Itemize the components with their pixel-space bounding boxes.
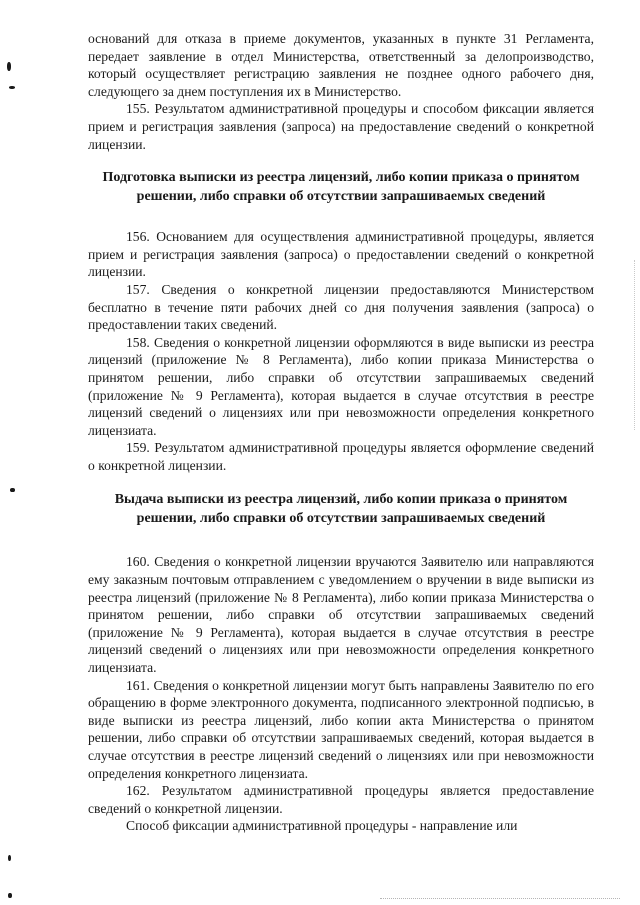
scan-speck — [8, 893, 12, 898]
paragraph-160: 160. Сведения о конкретной лицензии вручаются Заявителю или направляются ему заказным почтовым отправлением с уведомлением о вручении в виде выписки из реестра лицензий (приложение № 8 Регламента), либо копии приказа Министерства о принятом решении, либо справки об отсутствии запрашиваемых сведений (приложение № 9 Регламента), которая выдается в случае отсутствия в реестре лицензий сведений о лицензиях или при невозможности определения конкретного лицензиата. — [88, 554, 594, 676]
document-page — [88, 30, 594, 835]
paragraph-157: 157. Сведения о конкретной лицензии предоставляются Министерством бесплатно в течение пяти рабочих дней со дня получения заявления (запроса) о предоставлении таких сведений. — [88, 281, 594, 333]
scan-speck — [9, 86, 15, 89]
section-heading-preparation: Подготовка выписки из реестра лицензий, либо копии приказа о принятом решении, либо справки об отсутствии запрашиваемых сведений — [102, 170, 580, 204]
scan-margin-line — [634, 260, 636, 430]
continued-paragraph: оснований для отказа в приеме документов, указанных в пункте 31 Регламента, передает заявление в отдел Министерства, ответственный за делопроизводство, который осуществляет регистрацию заявления не позднее одного рабочего дня, следующего за днем поступления их в Министерство. — [88, 31, 594, 99]
paragraph-fixation-method: Способ фиксации административной процедуры - направление или — [126, 818, 518, 834]
scan-speck — [7, 62, 11, 71]
scan-speck — [8, 855, 11, 861]
paragraph-162: 162. Результатом административной процедуры является предоставление сведений о конкретной лицензии. — [88, 783, 594, 816]
paragraph-161: 161. Сведения о конкретной лицензии могут быть направлены Заявителю по его обращению в форме электронного документа, подписанного электронной подписью, в виде выписки из реестра лицензий, либо копии акта Министерства о принятом решении, либо справки об отсутствии запрашиваемых сведений, которая выдается в случае отсутствия в реестре лицензий сведений о лицензиях или при невозможности определения конкретного лицензиата. — [88, 677, 594, 781]
scan-speck — [10, 488, 15, 492]
paragraph-156: 156. Основанием для осуществления административной процедуры, является прием и регистрация заявления (запроса) о предоставлении сведений о конкретной лицензии. — [88, 229, 594, 280]
scan-bottom-line — [380, 898, 620, 899]
paragraph-159: 159. Результатом административной процедуры является оформление сведений о конкретной лицензии. — [88, 440, 594, 473]
section-heading-issuance: Выдача выписки из реестра лицензий, либо копии приказа о принятом решении, либо справки об отсутствии запрашиваемых сведений — [114, 492, 568, 526]
paragraph-158: 158. Сведения о конкретной лицензии оформляются в виде выписки из реестра лицензий (приложение № 8 Регламента), либо копии приказа Министерства о принятом решении, либо справки об отсутствии запрашиваемых сведений (приложение № 9 Регламента), которая выдается в случае отсутствия в реестре лицензий сведений о лицензиях или при невозможности определения конкретного лицензиата. — [88, 334, 594, 438]
paragraph-155: 155. Результатом административной процедуры и способом фиксации является прием и регистрация заявления (запроса) на предоставление сведений о конкретной лицензии. — [88, 101, 594, 152]
